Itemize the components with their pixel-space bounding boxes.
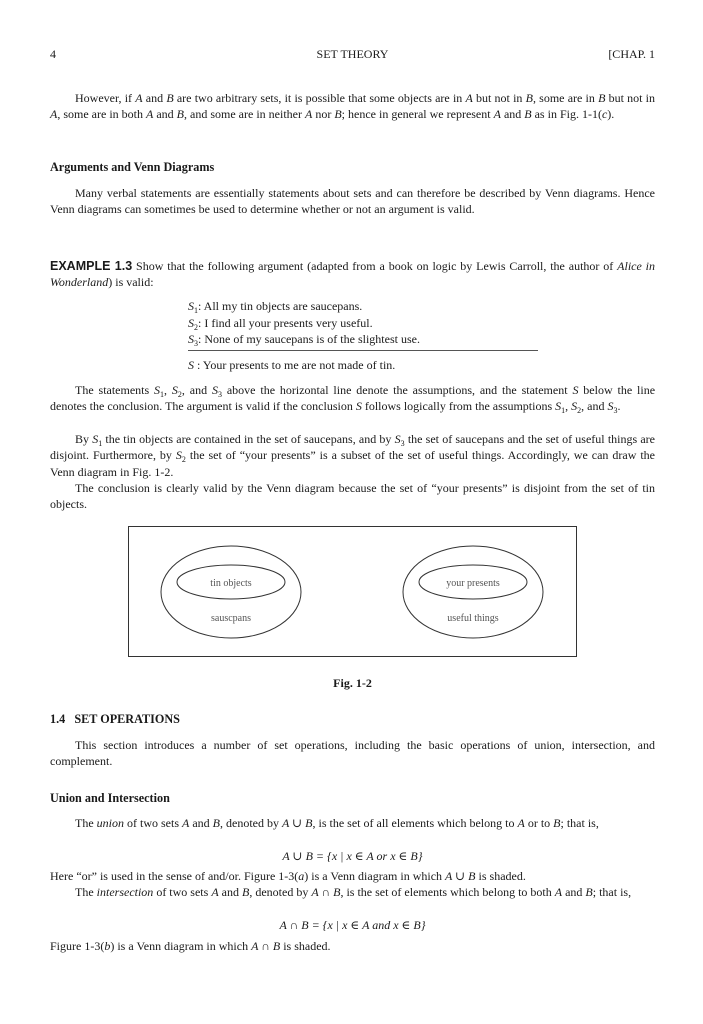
venn-diagram — [129, 527, 576, 656]
intersection-equation: A ∩ B = {x | x ∈ A and x ∈ B} — [279, 918, 426, 932]
example-paragraph: EXAMPLE 1.3 Show that the following argument (adapted from a book on logic by Lewis Carroll, the author of Alice in Wonderland) is valid: — [50, 259, 656, 290]
arguments-heading: Arguments and Venn Diagrams — [50, 160, 215, 174]
useful-things-label: useful things — [447, 613, 499, 624]
arguments-paragraph: Many verbal statements are essentially statements about sets and can therefore be described by Venn diagrams. Hence Venn diagrams can sometimes be used to determine whether or not an argument is valid. — [50, 186, 655, 217]
section-title: SET OPERATIONS — [74, 712, 180, 726]
union-note: Here “or” is used in the sense of and/or. Figure 1-3(a) is a Venn diagram in which A ∪ B is shaded. — [50, 869, 526, 883]
section-heading — [50, 712, 180, 727]
union-paragraph: The union of two sets A and B, denoted by A ∪ B, is the set of all elements which belong to A or to B; that is, — [75, 816, 599, 830]
chapter-label: [CHAP. 1 — [608, 47, 655, 61]
page-header — [50, 47, 655, 63]
premise-s2: $S_2$: I find all your presents very useful. — [188, 316, 373, 332]
union-equation: A ∪ B = {x | x ∈ A or x ∈ B} — [282, 849, 423, 863]
by-paragraph: By $S_1$ the tin objects are contained in the set of saucepans, and by $S_3$ the set of saucepans and the set of useful things are disjoint. Furthermore, by $S_2$ the set of “your presents” is a subset of the set of useful things. Accordingly, we can draw the Venn diagram in Fig. 1-2. — [50, 432, 655, 479]
intersection-paragraph: The intersection of two sets A and B, denoted by A ∩ B, is the set of elements which belong to both A and B; that is, — [75, 885, 632, 899]
set-operations-paragraph: This section introduces a number of set operations, including the basic operations of union, intersection, and complement. — [50, 738, 655, 769]
premise-s1: $S_1$: All my tin objects are saucepans. — [188, 299, 363, 315]
intro-paragraph: However, if A and B are two arbitrary sets, it is possible that some objects are in A but not in B, some are in B but not in A, some are in both A and B, and some are in neither A nor B; hence in general we represent A and B as in Fig. 1-1(c). — [50, 91, 656, 122]
conclusion-rule — [188, 350, 538, 351]
discussion-paragraph: The statements $S_1$, $S_2$, and $S_3$ above the horizontal line denote the assumptions, and the statement S below the line denotes the conclusion. The argument is valid if the conclusion S follows logically from the assumptions $S_1$, $S_2$, and $S_3$. — [50, 383, 656, 416]
useful-things-ellipse — [403, 546, 543, 638]
union-heading: Union and Intersection — [50, 791, 170, 805]
example-label: EXAMPLE 1.3 — [50, 259, 133, 273]
premise-s3: $S_3$: None of my saucepans is of the slightest use. — [188, 332, 420, 348]
running-title: SET THEORY — [316, 47, 389, 61]
conclusion: S : Your presents to me are not made of tin. — [188, 358, 396, 372]
saucepans-label: sauscpans — [211, 613, 251, 624]
figure-caption: Fig. 1-2 — [333, 676, 372, 690]
tin-objects-label: tin objects — [210, 578, 252, 589]
page-number: 4 — [50, 47, 56, 61]
intersection-note: Figure 1-3(b) is a Venn diagram in which A ∩ B is shaded. — [50, 939, 331, 953]
your-presents-label: your presents — [446, 578, 500, 589]
conclusion-paragraph: The conclusion is clearly valid by the Venn diagram because the set of “your presents” is disjoint from the set of tin objects. — [50, 481, 655, 512]
venn-figure — [128, 526, 577, 657]
saucepans-ellipse — [161, 546, 301, 638]
section-number: 1.4 — [50, 712, 66, 726]
